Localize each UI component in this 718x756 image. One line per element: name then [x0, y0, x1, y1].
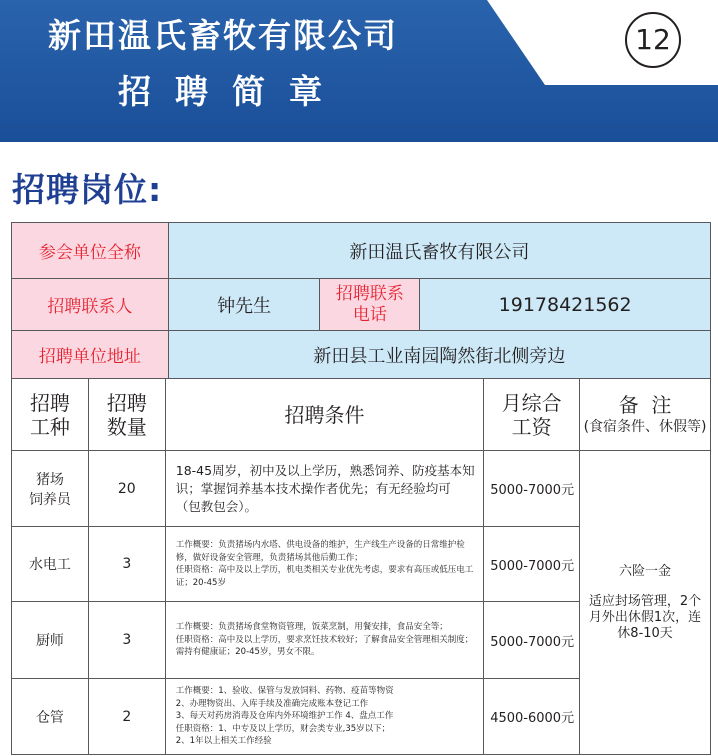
header-banner — [0, 0, 718, 142]
remarks-benefits: 六险一金 — [619, 563, 672, 579]
company-info-table — [11, 222, 711, 379]
unit-value: 新田温氏畜牧有限公司 — [168, 223, 710, 279]
table-row — [12, 451, 711, 527]
unit-label: 参会单位全称 — [12, 223, 169, 279]
header-remarks — [580, 379, 711, 451]
address-value: 新田县工业南园陶然街北侧旁边 — [168, 331, 710, 379]
info-row-contact — [12, 279, 711, 331]
row-conditions: 18-45周岁，初中及以上学历，熟悉饲养、防疫基本知识；掌握饲养基本技术操作者优先；有无经验均可（包教包会）。 — [165, 451, 483, 527]
row-conditions: 工作概要：负责猪场食堂物资管理，饭菜烹制，用餐安排，食品安全等； 任职资格：高中及以上学历，要求烹饪技术较好；了解食品安全管理相关制度；需持有健康证；20-45岁，男女不限。 — [165, 602, 483, 679]
row-conditions: 工作概要：1、验收、保管与发放饲料、药物、疫苗等物资 2、办理物资出、入库手续及准确完成账本登记工作 3、每天对药房消毒及仓库内外环境维护工作 4、盘点工作 任职资格：1、中专及以上学历，财会类专业,35岁以下； 2、1年以上相关工作经验 — [165, 679, 483, 755]
row-job: 猪场 饲养员 — [12, 451, 89, 527]
brochure-subtitle: 招聘简章 — [118, 72, 346, 111]
row-salary: 5000-7000元 — [484, 527, 580, 602]
row-job: 仓管 — [12, 679, 89, 755]
row-count: 20 — [88, 451, 165, 527]
section-title: 招聘岗位: — [12, 170, 163, 209]
jobs-header-row — [12, 379, 711, 451]
row-salary: 4500-6000元 — [484, 679, 580, 755]
contact-label: 招聘联系人 — [12, 279, 169, 331]
header-remarks-sub: (食宿条件、休假等) — [583, 418, 707, 435]
address-label: 招聘单位地址 — [12, 331, 169, 379]
phone-label: 招聘联系 电话 — [320, 279, 420, 331]
remarks-cell — [580, 451, 711, 755]
row-count: 3 — [88, 602, 165, 679]
info-row-unit — [12, 223, 711, 279]
row-job: 厨师 — [12, 602, 89, 679]
header-salary: 月综合 工资 — [484, 379, 580, 451]
jobs-table — [11, 378, 711, 755]
header-conditions: 招聘条件 — [165, 379, 483, 451]
row-count: 2 — [88, 679, 165, 755]
phone-value: 19178421562 — [420, 279, 711, 331]
contact-value: 钟先生 — [168, 279, 320, 331]
header-job: 招聘 工种 — [12, 379, 89, 451]
row-salary: 5000-7000元 — [484, 602, 580, 679]
header-remarks-title: 备 注 — [618, 392, 672, 417]
row-job: 水电工 — [12, 527, 89, 602]
header-count: 招聘 数量 — [88, 379, 165, 451]
page-number-badge: 12 — [625, 12, 681, 68]
row-conditions: 工作概要：负责猪场内水塔、供电设备的维护，生产线生产设备的日常维护检修，做好设备安全管理，负责猪场其他后勤工作； 任职资格：高中及以上学历，机电类相关专业优先考虑，要求有高压或低压电工证；20-45岁 — [165, 527, 483, 602]
row-count: 3 — [88, 527, 165, 602]
remarks-leave: 适应封场管理，2个月外出休假1次，连休8-10天 — [588, 593, 702, 641]
company-title: 新田温氏畜牧有限公司 — [48, 16, 398, 55]
row-salary: 5000-7000元 — [484, 451, 580, 527]
info-row-address — [12, 331, 711, 379]
